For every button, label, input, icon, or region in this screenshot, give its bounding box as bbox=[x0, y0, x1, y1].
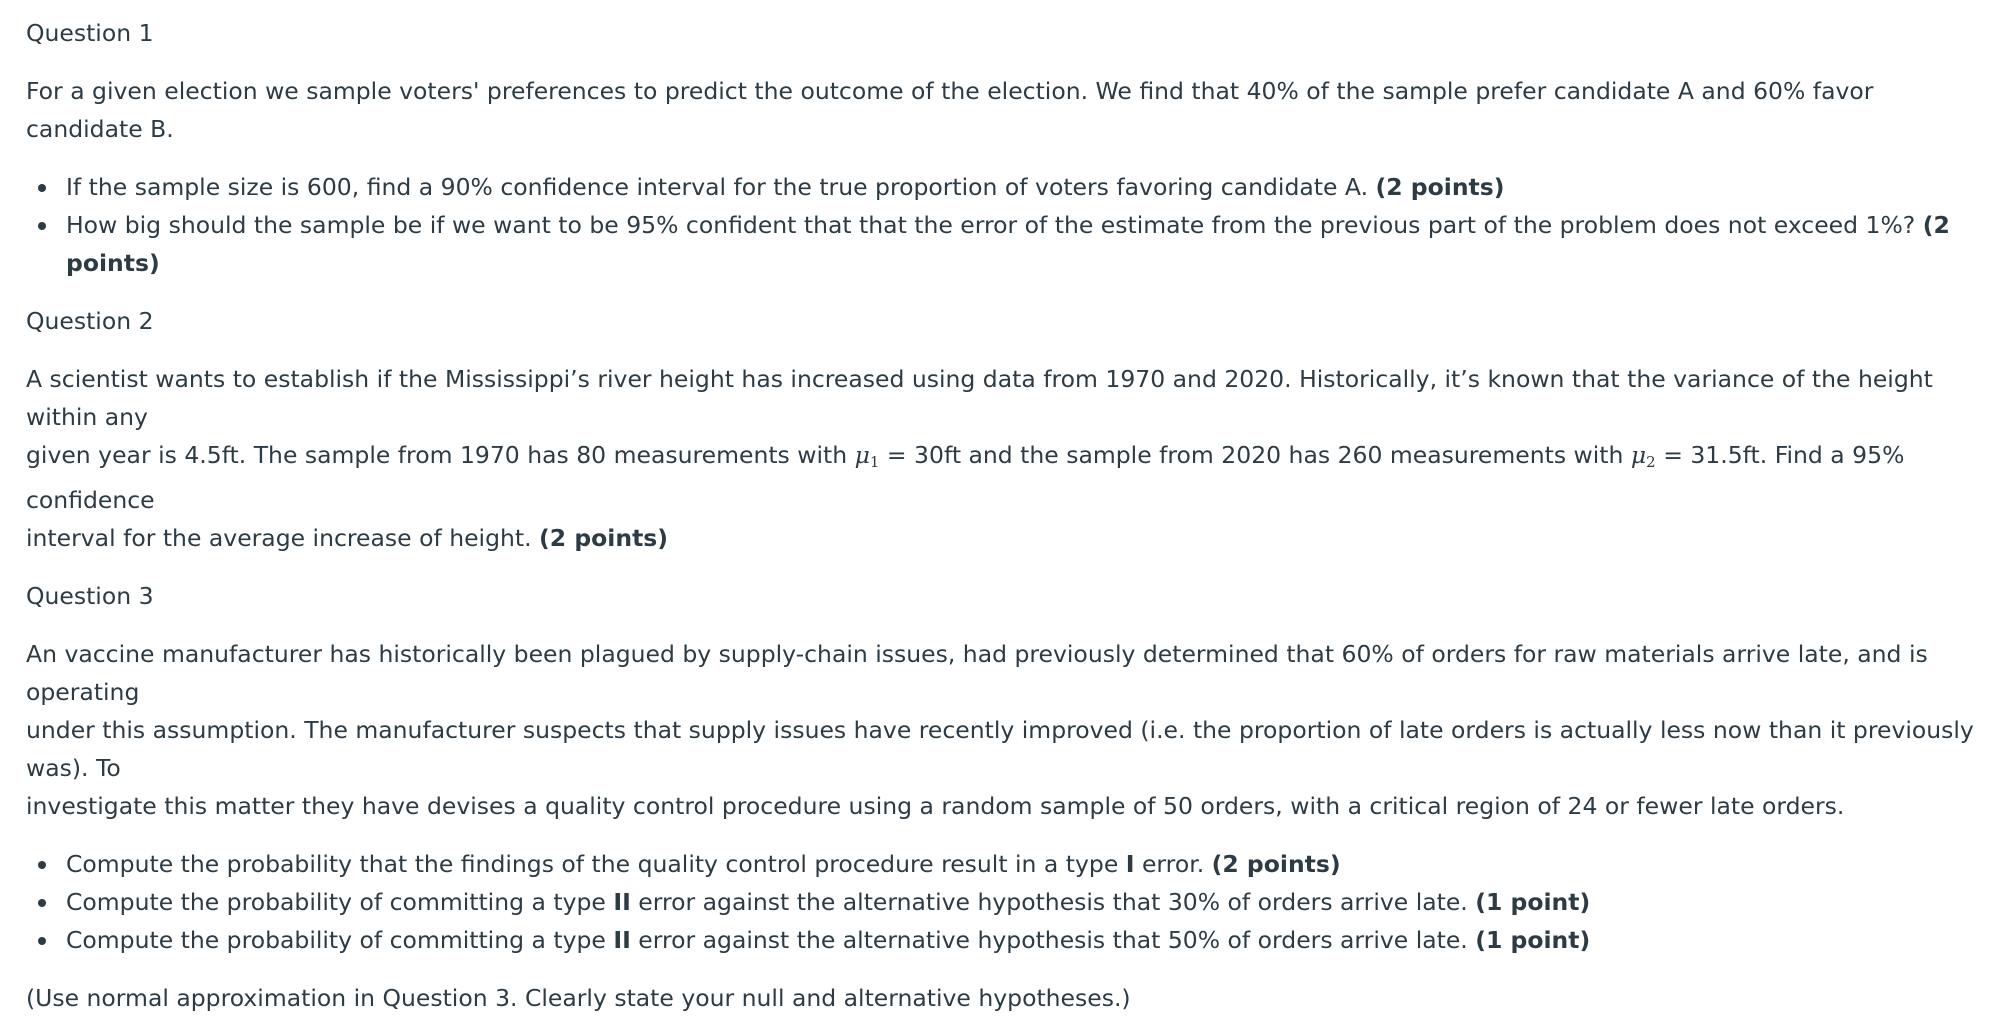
subscript: 2 bbox=[1646, 453, 1656, 471]
error-type: I bbox=[1125, 850, 1135, 878]
question-3-list bbox=[26, 845, 1978, 959]
points-label: (2 points) bbox=[539, 524, 669, 552]
item-text: How big should the sample be if we want to be 95% confident that that the error of the estimate from the previous part of the problem does not exceed 1%? bbox=[66, 211, 1923, 239]
points-label: (2 points) bbox=[66, 211, 1950, 277]
item-text: error. bbox=[1134, 850, 1212, 878]
question-3-title: Question 3 bbox=[26, 582, 154, 610]
question-2-title: Question 2 bbox=[26, 307, 154, 335]
list-item bbox=[26, 168, 1978, 206]
item-text: If the sample size is 600, find a 90% confidence interval for the true proportion of voters favoring candidate A. bbox=[66, 173, 1376, 201]
list-item bbox=[26, 206, 1978, 282]
question-2-body bbox=[26, 360, 1978, 557]
body-line: = 30ft and the sample from 2020 has 260 measurements with bbox=[879, 441, 1631, 469]
error-type: II bbox=[613, 926, 631, 954]
item-text: error against the alternative hypothesis that 50% of orders arrive late. bbox=[630, 926, 1476, 954]
points-label: (1 point) bbox=[1475, 888, 1591, 916]
question-1-intro: For a given election we sample voters' preferences to predict the outcome of the election. We find that 40% of the sample prefer candidate A and 60% favor candidate B. bbox=[26, 77, 1874, 143]
body-line: investigate this matter they have devises a quality control procedure using a random sample of 50 orders, with a critical region of 24 or fewer late orders. bbox=[26, 792, 1845, 820]
list-item bbox=[26, 921, 1978, 959]
points-label: (1 point) bbox=[1475, 926, 1591, 954]
error-type: II bbox=[613, 888, 631, 916]
question-3-body bbox=[26, 635, 1978, 825]
question-1-title: Question 1 bbox=[26, 19, 154, 47]
body-line: A scientist wants to establish if the Mississippi’s river height has increased using data from 1970 and 2020. Historically, it’s known that the variance of the height within any bbox=[26, 365, 1933, 431]
item-text: Compute the probability of committing a type bbox=[66, 926, 614, 954]
item-text: Compute the probability of committing a type bbox=[66, 888, 614, 916]
mu-symbol: μ bbox=[854, 441, 870, 469]
subscript: 1 bbox=[869, 453, 880, 471]
question-3-note: (Use normal approximation in Question 3. Clearly state your null and alternative hypotheses.) bbox=[26, 984, 1131, 1012]
mu-symbol: μ bbox=[1630, 441, 1647, 469]
item-text: error against the alternative hypothesis that 30% of orders arrive late. bbox=[630, 888, 1476, 916]
question-1-list bbox=[26, 168, 1978, 282]
list-item bbox=[26, 883, 1978, 921]
body-line: interval for the average increase of height. bbox=[26, 524, 540, 552]
item-text: Compute the probability that the findings of the quality control procedure result in a type bbox=[66, 850, 1126, 878]
body-line: An vaccine manufacturer has historically been plagued by supply-chain issues, had previously determined that 60% of orders for raw materials arrive late, and is operating bbox=[26, 640, 1928, 706]
body-line: = 31.5ft. Find a 95% confidence bbox=[26, 441, 1905, 514]
points-label: (2 points) bbox=[1211, 850, 1341, 878]
body-line: under this assumption. The manufacturer suspects that supply issues have recently improved (i.e. the proportion of late orders is actually less now than it previously was). To bbox=[26, 716, 1974, 782]
points-label: (2 points) bbox=[1375, 173, 1505, 201]
list-item bbox=[26, 845, 1978, 883]
body-line: given year is 4.5ft. The sample from 1970 has 80 measurements with bbox=[26, 441, 855, 469]
